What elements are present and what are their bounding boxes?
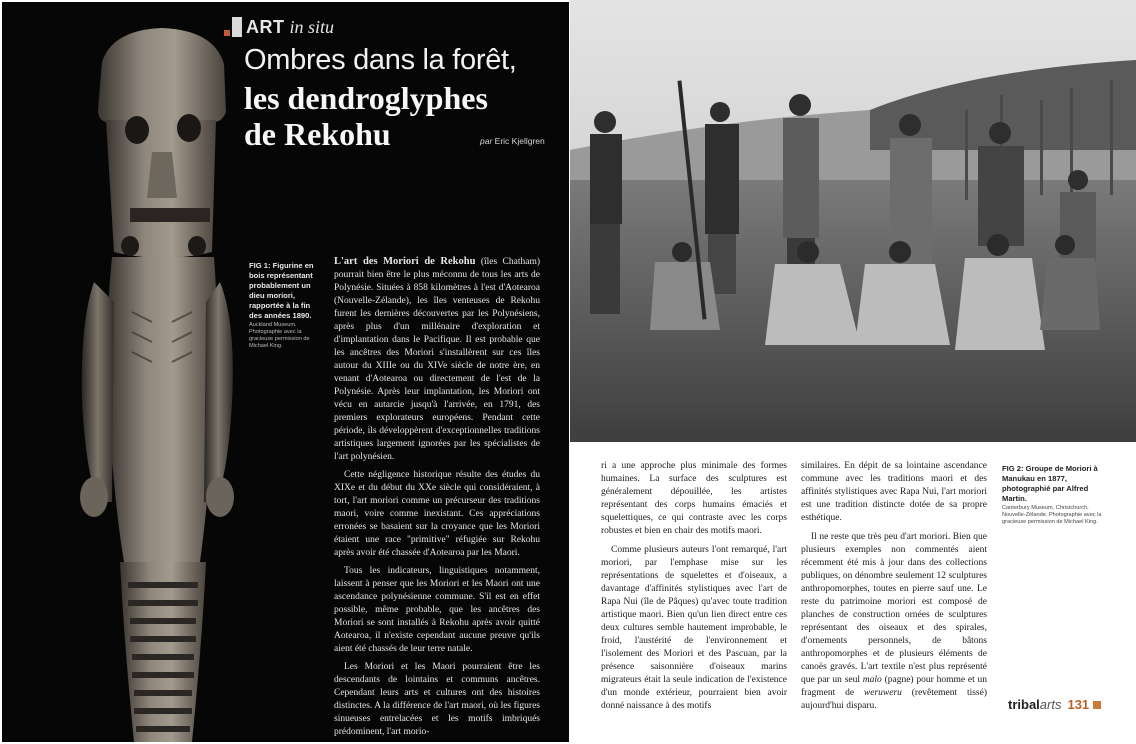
fig2-caption bbox=[1002, 464, 1102, 526]
paragraph: Les Moriori et les Maori pourraient être les descendants de lointains et communs ancêtres. Cependant leurs arts et cultures ont des histoires distinctes. A la différence de l'art maori, où les figures sinueuses entrelacées et les motifs imbriqués prédominent, l'art morio- bbox=[334, 662, 540, 737]
article-title-line1: Ombres dans la forêt, bbox=[244, 44, 517, 76]
page-footer bbox=[1008, 697, 1101, 712]
carved-figure-image bbox=[2, 2, 247, 742]
byline bbox=[480, 136, 545, 146]
section-art-label: ART bbox=[246, 16, 285, 37]
article-body-left bbox=[334, 255, 540, 739]
byline-prefix: par bbox=[480, 136, 493, 146]
fig1-caption-title: FIG 1: Figurine en bois représentant probablement un dieu moriori, rapportée à la fin des années 1890. bbox=[249, 261, 314, 320]
left-page bbox=[2, 2, 569, 742]
group-photograph bbox=[570, 0, 1136, 442]
paragraph: similaires. En dépit de sa lointaine ascendance commune avec les traditions maori et des affinités stylistiques avec Rapa Nui, l'art moriori est une tradition distincte dotée de sa propre esthétique. bbox=[801, 461, 987, 523]
section-square-icon bbox=[224, 30, 230, 36]
fig2-caption-credit: Canterbury Museum, Christchurch, Nouvelle-Zélande. Photographie avec la gracieuse permission de Michael King. bbox=[1002, 505, 1102, 525]
paragraph-text: (revêtement tissé) aujourd'hui disparu. bbox=[801, 688, 987, 711]
paragraph: Comme plusieurs auteurs l'ont remarqué, l'art moriori, par l'emphase mise sur les représentations de squelettes et d'oiseaux, a davantage d'affinités stylistiques avec l'art de Rapa Nui (île de Pâques) qu'avec toute tradition artistique maori. Bien qu'un lien direct entre ces deux cultures semble hautement improbable, le froid, l'austérité de l'environnement et l'isolement des Moriori et des Pascuan, par la présence saisonnière d'oiseaux marins migrateurs était la seule indication de l'existence d'un monde extérieur, pourraient bien avoir donné naissance à des motifs bbox=[601, 545, 787, 711]
section-insitu-label: in situ bbox=[289, 16, 335, 37]
article-title-line2: les dendroglyphes bbox=[244, 80, 488, 116]
article-title-line3: de Rekohu bbox=[244, 116, 391, 152]
byline-author: Eric Kjellgren bbox=[494, 136, 545, 146]
footer-brand-italic: arts bbox=[1039, 697, 1062, 712]
footer-brand: tribal bbox=[1008, 697, 1040, 712]
footer-square-icon bbox=[1093, 701, 1101, 709]
fig1-caption-credit: Auckland Museum. Photographie avec la gracieuse permission de Michael King. bbox=[249, 322, 310, 349]
paragraph-text: (pagne) pour homme et un fragment de bbox=[801, 675, 987, 698]
fig1-caption bbox=[249, 261, 315, 350]
paragraph bbox=[801, 531, 987, 713]
paragraph-text: Il ne reste que très peu d'art moriori. Bien que plusieurs exemples non commentés aient récemment été mis à jour dans des collections publiques, on dénombre seulement 12 sculptures anthropomorphes, toutes en pierre sauf une. Le reste du patrimoine moriori est composé de planches de construction ornées de sculptures représentant des oiseaux et des spirales, d'ornements personnels, de bâtons anthropomorphes et de plusieurs éléments de canoës gravés. L'art textile n'est plus représenté que par un seul bbox=[801, 532, 987, 685]
paragraph-text: (îles Chatham) pourrait bien être le plus méconnu de tous les arts de Polynésie. Situées à 858 kilomètres à l'est d'Aotearoa (Nouvelle-Zélande), les îles venteuses de Rekohu furent les dernières découvertes par les Polynésiens, après plus d'un millénaire d'exploration et d'implantation dans le Pacifique. Il est probable que les ancêtres des Moriori s'installèrent sur ces îles autour du XIIIe ou du XIVe siècle de notre ère, en venant d'Aotearoa ou directement de l'est de la Polynésie. Après leur implantation, les Moriori ont vécu en autarcie jusqu'à l'arrivée, en 1791, des premiers explorateurs européens. Pendant cette période, ils développèrent d'exceptionnelles traditions artistiques largement ignorées par les spécialistes de l'art polynésien. bbox=[334, 257, 540, 462]
paragraph: Tous les indicateurs, linguistiques notamment, laissent à penser que les Moriori et les Maori ont une ascendance polynésienne commune. S'il est en effet possible, même probable, que les ancêtres des Moriori se sont installés à Rekohu après avoir quitté Aotearoa, il n'existe cependant aucune preuve qu'ils aient été chassés de leur terre natale. bbox=[334, 566, 540, 654]
page-number: 131 bbox=[1067, 697, 1090, 712]
paragraph bbox=[334, 255, 540, 464]
term-malo: malo bbox=[862, 675, 882, 685]
lead-in: L'art des Moriori de Rekohu bbox=[334, 256, 476, 267]
fig2-caption-title: FIG 2: Groupe de Moriori à Manukau en 1877, photographié par Alfred Martin. bbox=[1002, 464, 1098, 503]
paragraph: Cette négligence historique résulte des études du XIXe et du début du XXe siècle qui considéraient, à tort, l'art moriori comme un précurseur des traditions maori, voire comme inexistant. Ces appréciations erronées se basaient sur la croyance que les Moriori étaient une race "primitive" réfugiée sur Rekohu après avoir été chassée d'Aotearoa par les Maori. bbox=[334, 470, 540, 558]
right-page bbox=[570, 0, 1136, 744]
paragraph: ri a une approche plus minimale des formes humaines. La surface des sculptures est généralement dépouillée, les artistes représentant des corps humains émaciés et squelettiques, ce qui contraste avec les corps robustes et bien en chair des motifs maori. bbox=[601, 461, 787, 536]
article-column-a bbox=[601, 460, 787, 713]
article-column-b bbox=[801, 460, 987, 713]
section-tag bbox=[224, 16, 334, 38]
term-weruweru: weruweru bbox=[863, 688, 902, 698]
section-bar-icon bbox=[232, 17, 242, 37]
